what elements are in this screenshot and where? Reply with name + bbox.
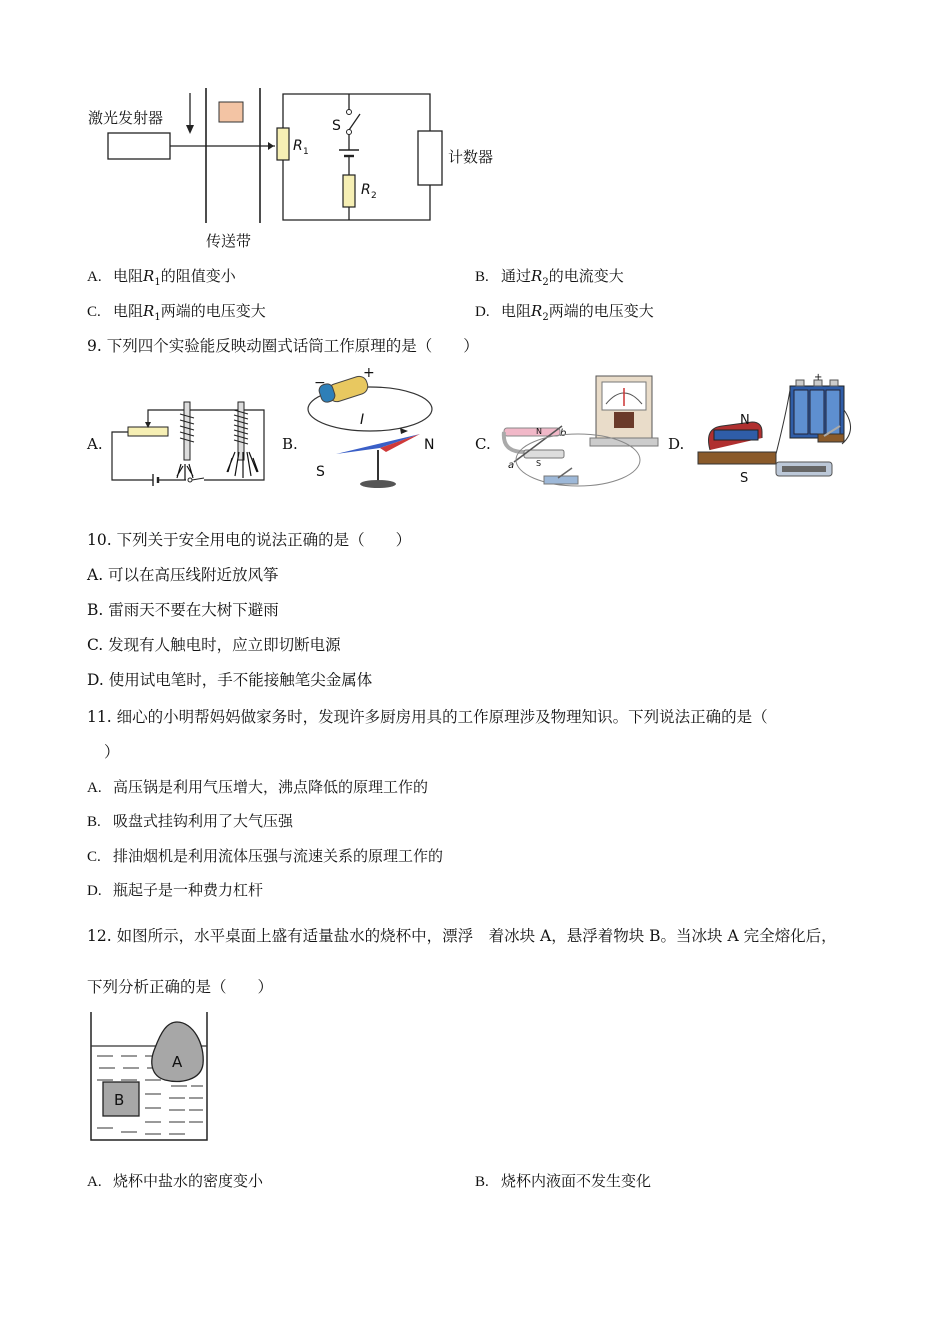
- north-label: N: [424, 437, 435, 453]
- q8-option-b[interactable]: [475, 266, 624, 293]
- q10-option-b[interactable]: B. 雷雨天不要在大树下避雨: [87, 601, 279, 619]
- block-b-label: B: [114, 1091, 125, 1109]
- minus-label: −: [314, 375, 326, 391]
- option-letter: A.: [87, 780, 102, 796]
- var-r: R: [531, 267, 543, 285]
- switch-s: [349, 114, 360, 130]
- option-text: 电阻: [113, 267, 144, 285]
- q9-option-d-letter[interactable]: D.: [668, 435, 685, 453]
- plus-label: +: [363, 365, 375, 381]
- south-label: S: [316, 464, 325, 480]
- resistor-r1: [277, 128, 289, 160]
- option-text: 通过: [501, 267, 532, 285]
- option-letter: B.: [475, 269, 489, 285]
- c-b-label: b: [560, 428, 567, 439]
- d-plus-label: +: [814, 372, 823, 383]
- beaker-figure: [85, 1010, 215, 1145]
- laser-emitter: [108, 133, 170, 159]
- sub: 2: [542, 312, 549, 323]
- option-letter: A.: [87, 1174, 102, 1190]
- option-text: 吸盘式挂钩利用了大气压强: [113, 812, 294, 830]
- q11-option-c[interactable]: [87, 846, 443, 867]
- q8-option-c[interactable]: [87, 301, 266, 328]
- option-text: 的电流变大: [548, 267, 624, 285]
- r1-sub: 1: [303, 147, 309, 157]
- option-text: 排油烟机是利用流体压强与流速关系的原理工作的: [113, 847, 444, 865]
- r1-label: R: [293, 138, 303, 154]
- var-r: R: [531, 302, 543, 320]
- q12-stem-line1: 12. 如图所示，水平桌面上盛有适量盐水的烧杯中，漂浮 着冰块 A，悬浮着物块 B。当冰块 A 完全熔化后，: [87, 927, 837, 945]
- q9-option-c-letter[interactable]: C.: [475, 435, 491, 453]
- var-r: R: [143, 302, 155, 320]
- d-south-label: S: [740, 471, 749, 486]
- switch-label: S: [332, 118, 341, 134]
- option-text: 高压锅是利用气压增大，沸点降低的原理工作的: [113, 778, 429, 796]
- option-text: 烧杯中盐水的密度变小: [113, 1172, 264, 1190]
- d-north-label: N: [740, 413, 750, 428]
- option-text: 两端的电压变大: [548, 302, 654, 320]
- q11-option-a[interactable]: [87, 777, 428, 798]
- c-south-label: S: [536, 459, 542, 468]
- laser-counter-circuit-figure: [80, 78, 520, 253]
- belt-label: 传送带: [206, 232, 252, 250]
- option-letter: C.: [87, 304, 101, 320]
- q8-option-d[interactable]: [475, 301, 654, 328]
- option-letter: B.: [475, 1174, 489, 1190]
- q8-option-a[interactable]: [87, 266, 236, 293]
- option-text: 电阻: [113, 302, 144, 320]
- r2-sub: 2: [371, 191, 377, 201]
- option-text: 烧杯内液面不发生变化: [501, 1172, 652, 1190]
- q10-option-d[interactable]: D. 使用试电笔时，手不能接触笔尖金属体: [87, 671, 373, 689]
- q9-option-a-letter[interactable]: A.: [87, 435, 103, 453]
- block-a-label: A: [172, 1053, 183, 1071]
- q10-stem: 10. 下列关于安全用电的说法正确的是（ ）: [87, 531, 412, 549]
- q10-option-c[interactable]: C. 发现有人触电时，应立即切断电源: [87, 636, 341, 654]
- q9-stem: 9. 下列四个实验能反映动圈式话筒工作原理的是（ ）: [87, 337, 479, 355]
- r2-label: R: [361, 182, 371, 198]
- ice-block-a: [152, 1022, 203, 1081]
- sub: 1: [154, 277, 161, 288]
- resistor-r2: [343, 175, 355, 207]
- option-text: 瓶起子是一种费力杠杆: [113, 881, 264, 899]
- option-letter: D.: [475, 304, 490, 320]
- laser-label: 激光发射器: [88, 109, 164, 127]
- option-letter: C.: [87, 849, 101, 865]
- q9-figure-d-motor: [690, 370, 860, 495]
- option-letter: A.: [87, 269, 102, 285]
- counter-label: 计数器: [448, 148, 494, 166]
- c-north-label: N: [536, 427, 542, 436]
- q12-option-a[interactable]: [87, 1171, 263, 1192]
- var-r: R: [143, 267, 155, 285]
- counter-box: [418, 131, 442, 185]
- c-a-label: a: [508, 460, 515, 471]
- q11-stem-line1: 11. 细心的小明帮妈妈做家务时，发现许多厨房用具的工作原理涉及物理知识。下列说法正确的是（: [87, 708, 768, 726]
- q12-option-b[interactable]: [475, 1171, 651, 1192]
- current-label: I: [360, 412, 365, 428]
- option-letter: B.: [87, 814, 101, 830]
- sub: 1: [154, 312, 161, 323]
- q10-option-a[interactable]: A. 可以在高压线附近放风筝: [87, 566, 279, 584]
- q9-option-b-letter[interactable]: B.: [282, 435, 298, 453]
- option-text: 两端的电压变大: [160, 302, 266, 320]
- q9-figure-b-oersted: [300, 364, 450, 494]
- option-letter: D.: [87, 883, 102, 899]
- q12-stem-line2: 下列分析正确的是（ ）: [87, 978, 274, 996]
- q9-figure-c-induction: [500, 370, 660, 495]
- package-box: [219, 102, 243, 122]
- q9-figure-a-electromagnets: [108, 392, 268, 492]
- q11-option-d[interactable]: [87, 880, 263, 901]
- option-text: 的阻值变小: [160, 267, 236, 285]
- q11-option-b[interactable]: [87, 811, 293, 832]
- sub: 2: [542, 277, 549, 288]
- option-text: 电阻: [501, 302, 532, 320]
- q11-stem-line2: ）: [104, 743, 120, 761]
